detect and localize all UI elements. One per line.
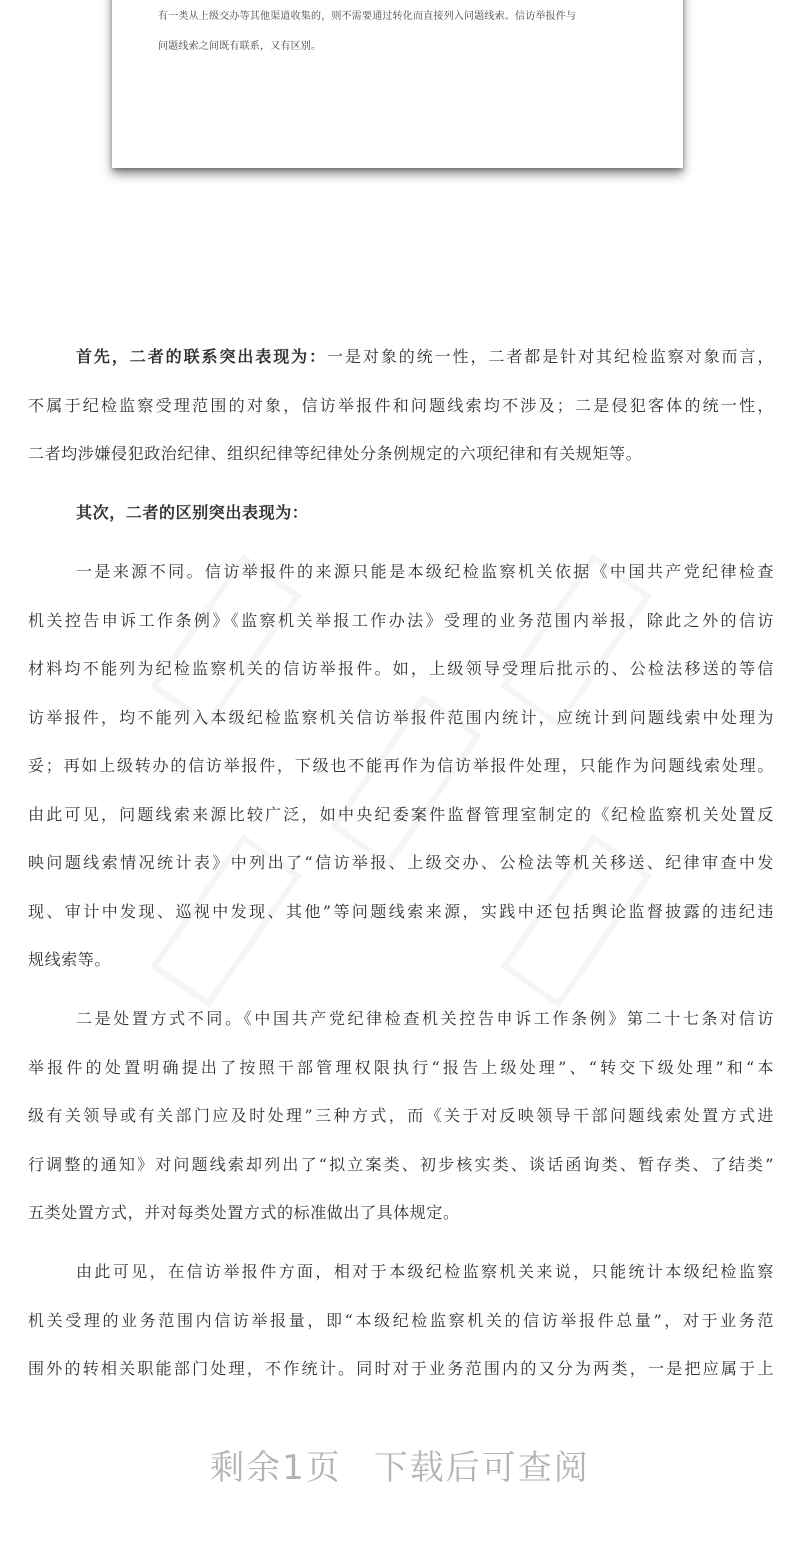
text-line <box>28 333 774 382</box>
text-line: 五类处置方式，并对每类处置方式的标准做出了具体规定。 <box>28 1203 460 1222</box>
download-prompt[interactable] <box>0 1440 800 1489</box>
paragraph-source <box>28 548 774 985</box>
text-line: 由此可见，问题线索来源比较广泛，如中央纪委案件监督管理室制定的《纪检监察机关处置反 <box>28 804 774 824</box>
document-body <box>28 333 774 1404</box>
text-line: 二者均涉嫌侵犯政治纪律、组织纪律等纪律处分条例规定的六项纪律和有关规矩等。 <box>28 444 643 463</box>
download-hint-label: 下载后可查阅 <box>373 1448 590 1488</box>
preview-text <box>158 2 648 62</box>
text-line: 材料均不能列为纪检监察机关的信访举报件。如，上级领导受理后批示的、公检法移送的等信 <box>28 659 774 678</box>
text-line: 一是来源不同。信访举报件的来源只能是本级纪检监察机关依据《中国共产党纪律检查 <box>76 562 774 581</box>
text-line: 规线索等。 <box>28 950 112 969</box>
text-line: 妥；再如上级转办的信访举报件，下级也不能再作为信访举报件处理，只能作为问题线索处理。 <box>28 756 774 775</box>
text-line: 行调整的通知》对问题线索却列出了“拟立案类、初步核实类、谈话函询类、暂存类、了结类” <box>28 1154 774 1174</box>
paragraph-lead: 首先，二者的联系突出表现为： <box>76 347 328 366</box>
text-line: 举报件的处置明确提出了按照干部管理权限执行“报告上级处理”、“转交下级处理”和“本 <box>28 1057 774 1077</box>
text-line: 由此可见，在信访举报件方面，相对于本级纪检监察机关来说，只能统计本级纪检监察 <box>76 1262 774 1281</box>
paragraph-difference-heading <box>28 489 774 538</box>
text-line: 不属于纪检监察受理范围的对象，信访举报件和问题线索均不涉及；二是侵犯客体的统一性， <box>28 395 774 415</box>
text-line: 机关受理的业务范围内信访举报量，即“本级纪检监察机关的信访举报件总量”，对于业务范 <box>28 1310 774 1330</box>
text-line: 级有关领导或有关部门应及时处理”三种方式，而《关于对反映领导干部问题线索处置方式进 <box>28 1106 774 1125</box>
text-line: 围外的转相关职能部门处理，不作统计。同时对于业务范围内的又分为两类，一是把应属于上 <box>28 1359 774 1378</box>
text-line: 机关控告申诉工作条例》《监察机关举报工作办法》受理的业务范围内举报，除此之外的信访 <box>28 610 774 630</box>
text-line: 访举报件，均不能列入本级纪检监察机关信访举报件范围内统计，应统计到问题线索中处理为 <box>28 707 774 727</box>
preview-line: 问题线索之间既有联系，又有区别。 <box>158 41 322 52</box>
section-heading: 其次，二者的区别突出表现为： <box>76 503 309 522</box>
text-line: 二是处置方式不同。《中国共产党纪律检查机关控告申诉工作条例》第二十七条对信访 <box>76 1009 774 1028</box>
text-line: 现、审计中发现、巡视中发现、其他”等问题线索来源，实践中还包括舆论监督披露的违纪违 <box>28 901 774 921</box>
paragraph-conclusion <box>28 1248 774 1394</box>
paragraph-text: 一是对象的统一性，二者都是针对其纪检监察对象而言， <box>327 347 774 366</box>
text-line: 映问题线索情况统计表》中列出了“信访举报、上级交办、公检法等机关移送、纪律审查中发 <box>28 853 774 872</box>
preview-line: 有一类从上级交办等其他渠道收集的，则不需要通过转化而直接列入问题线索。信访举报件与 <box>158 11 577 22</box>
paragraph-handling <box>28 995 774 1238</box>
paragraph-connection <box>28 333 774 479</box>
remaining-pages-label: 剩余1页 <box>210 1448 342 1488</box>
previous-page-preview <box>112 0 683 168</box>
